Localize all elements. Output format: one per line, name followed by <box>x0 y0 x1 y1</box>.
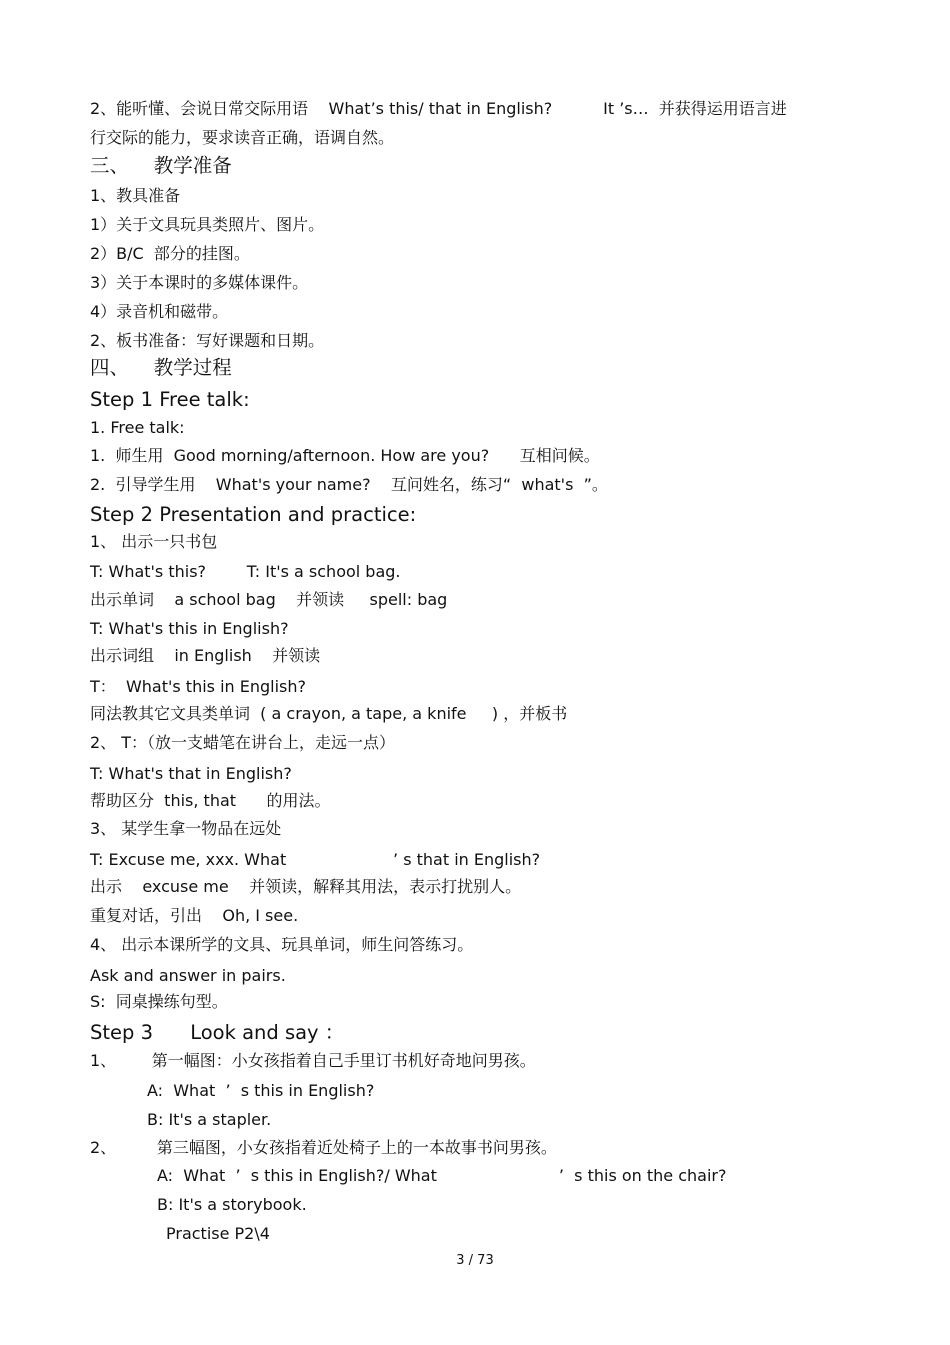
text-line: 3、 某学生拿一物品在远处 <box>90 819 282 838</box>
text-line: 2. 引导学生用 What's your name? 互问姓名，练习“ what's ”。 <box>90 475 608 494</box>
list-item: 2）B/C 部分的挂图。 <box>90 244 250 263</box>
objective-line-2b: 行交际的能力，要求读音正确，语调自然。 <box>90 128 395 147</box>
list-item: 4）录音机和磁带。 <box>90 302 229 321</box>
objective-line-2a: 2、能听懂、会说日常交际用语 What’s this/ that in English? It ’s… 并获得运用语言进 <box>90 99 787 118</box>
text-line: 同法教其它文具类单词 ( a crayon, a tape, a knife ) ，并板书 <box>90 704 568 723</box>
section-heading-preparation: 三、 教学准备 <box>90 154 232 177</box>
text-line: 出示词组 in English 并领读 <box>90 646 321 665</box>
text-line: 出示单词 a school bag 并领读 spell: bag <box>90 590 448 609</box>
step-heading-1: Step 1 Free talk: <box>90 388 250 411</box>
text-line: 4、 出示本课所学的文具、玩具单词，师生问答练习。 <box>90 935 474 954</box>
section-heading-process: 四、 教学过程 <box>90 356 232 379</box>
practise-line: Practise P2\4 <box>166 1224 270 1243</box>
list-item: 1）关于文具玩具类照片、图片。 <box>90 215 325 234</box>
text-line: 1. 师生用 Good morning/afternoon. How are you? 互相问候。 <box>90 446 600 465</box>
dialogue-line: A: What ’ s this in English? <box>147 1081 375 1100</box>
text-line: T： What's this in English? <box>90 677 307 696</box>
list-item: 2、板书准备：写好课题和日期。 <box>90 331 325 350</box>
step-heading-2: Step 2 Presentation and practice: <box>90 503 417 526</box>
text-line: T: Excuse me, xxx. What ’ s that in English? <box>90 850 541 869</box>
list-item: 3）关于本课时的多媒体课件。 <box>90 273 309 292</box>
page-number: 3 / 73 <box>456 1253 494 1268</box>
dialogue-line: B: It's a storybook. <box>157 1195 307 1214</box>
text-line: 1. Free talk: <box>90 418 185 437</box>
dialogue-line: B: It's a stapler. <box>147 1110 272 1129</box>
text-line: T: What's this? T: It's a school bag. <box>90 562 401 581</box>
text-line: 出示 excuse me 并领读，解释其用法，表示打扰别人。 <box>90 877 522 896</box>
text-line: S: 同桌操练句型。 <box>90 992 228 1011</box>
text-line: 重复对话，引出 Oh, I see. <box>90 906 299 925</box>
list-item: 1、教具准备 <box>90 186 181 205</box>
step-heading-3: Step 3 Look and say ： <box>90 1021 345 1044</box>
text-line: T: What's that in English? <box>90 764 292 783</box>
text-line: 1、 出示一只书包 <box>90 532 218 551</box>
text-line: 1、 第一幅图：小女孩指着自己手里订书机好奇地问男孩。 <box>90 1051 536 1070</box>
text-line: 2、 T：（放一支蜡笔在讲台上，走远一点） <box>90 733 396 752</box>
text-line: T: What's this in English? <box>90 619 289 638</box>
text-line: 帮助区分 this, that 的用法。 <box>90 791 331 810</box>
text-line: 2、 第三幅图，小女孩指着近处椅子上的一本故事书问男孩。 <box>90 1138 557 1157</box>
dialogue-line: A: What ’ s this in English?/ What ’ s this on the chair? <box>157 1166 727 1185</box>
text-line: Ask and answer in pairs. <box>90 966 286 985</box>
